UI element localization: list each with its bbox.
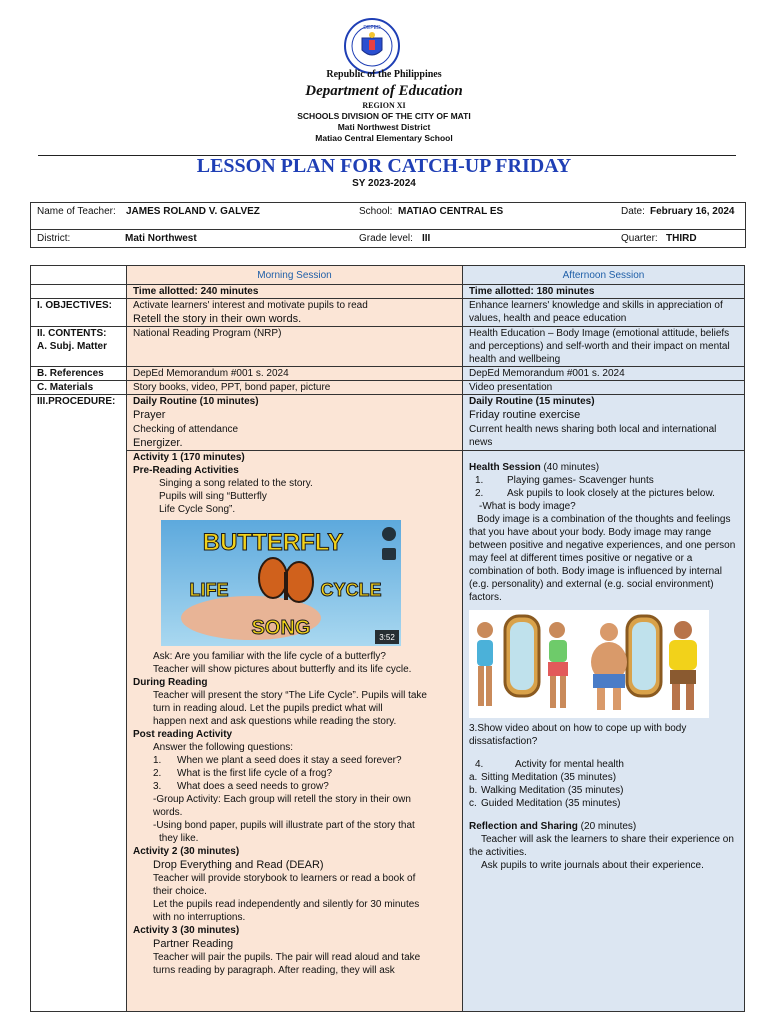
school-name: MATIAO CENTRAL ES — [398, 206, 504, 217]
show-line: Teacher will show pictures about butterfly and its life cycle. — [153, 663, 412, 675]
health-item: 2. Ask pupils to look closely at the pictures below. — [475, 487, 715, 499]
pre-reading-line: Life Cycle Song”. — [159, 503, 236, 515]
activity-2-line: with no interruptions. — [153, 912, 246, 924]
page-title: LESSON PLAN FOR CATCH-UP FRIDAY — [196, 155, 572, 177]
routine-news: Current health news sharing both local and international news — [469, 423, 717, 448]
post-intro: Answer the following questions: — [153, 741, 294, 753]
header-region: REGION XI — [362, 101, 406, 110]
post-reading-heading: Post reading Activity — [133, 728, 233, 740]
grade-value: III — [422, 233, 431, 244]
date-value: February 16, 2024 — [650, 206, 735, 217]
afternoon-activities — [463, 450, 745, 1011]
district-value: Mati Northwest — [125, 233, 197, 244]
during-line: turn in reading aloud. Let the pupils predict what will — [153, 702, 383, 714]
video-duration: 3:52 — [379, 632, 395, 642]
afternoon-references: DepEd Memorandum #001 s. 2024 — [463, 367, 745, 381]
question-item: 1. When we plant a seed does it stay a seed forever? — [153, 754, 402, 766]
teacher-info-box — [30, 202, 746, 248]
group-activity-line: words. — [153, 806, 183, 818]
reflection-line: Teacher will ask the learners to share their experience on the activities. — [469, 833, 734, 858]
pre-reading-heading: Pre-Reading Activities — [133, 464, 239, 476]
quarter-label: Quarter: — [621, 233, 658, 244]
activity-2-line: their choice. — [153, 886, 207, 898]
routine-attendance: Checking of attendance — [133, 423, 239, 435]
meditation-item: a. Sitting Meditation (35 minutes) — [469, 771, 617, 783]
header-republic: Republic of the Philippines — [326, 69, 442, 80]
materials-label: C. Materials — [31, 381, 127, 395]
date-label: Date: — [621, 206, 645, 217]
morning-routine-heading: Daily Routine (10 minutes) — [133, 396, 259, 408]
afternoon-contents: Health Education – Body Image (emotional attitude, beliefs and perceptions) and self-worth and their impact on mental health and wellbeing — [463, 327, 745, 367]
reflection-heading: Reflection and Sharing (20 minutes) — [469, 820, 637, 832]
routine-prayer: Prayer — [133, 409, 166, 422]
objective-2: Retell the story in their own words. — [133, 313, 302, 325]
during-line: Teacher will present the story “The Life Cycle”. Pupils will take — [153, 689, 427, 701]
meditation-item: b. Walking Meditation (35 minutes) — [469, 784, 624, 796]
thumbnail-title-song: SONG — [251, 616, 311, 639]
daily-routine-row — [31, 395, 745, 451]
deped-seal-logo — [344, 18, 400, 74]
pre-reading-line: Pupils will sing “Butterfly — [159, 490, 267, 502]
svg-text:DEPED: DEPED — [363, 25, 381, 31]
teacher-name: JAMES ROLAND V. GALVEZ — [126, 206, 260, 217]
afternoon-time: Time allotted: 180 minutes — [463, 285, 745, 299]
activity-3-line: Teacher will pair the pupils. The pair will read aloud and take — [153, 952, 421, 964]
activity-2-heading: Activity 2 (30 minutes) — [133, 845, 240, 857]
lesson-plan-table — [30, 265, 745, 1012]
pre-reading-line: Singing a song related to the story. — [159, 477, 313, 489]
contents-label: II. CONTENTS: — [37, 328, 107, 340]
header-division: SCHOOLS DIVISION OF THE CITY OF MATI — [297, 111, 471, 121]
playlist-icon — [382, 548, 396, 560]
health-item: 1. Playing games- Scavenger hunts — [475, 474, 654, 486]
meditation-item: c. Guided Meditation (35 minutes) — [469, 797, 621, 809]
afternoon-session-header: Afternoon Session — [463, 266, 745, 285]
morning-references: DepEd Memorandum #001 s. 2024 — [127, 367, 463, 381]
video-item: 3.Show video about on how to cope up with body dissatisfaction? — [469, 722, 687, 747]
group-activity-line: -Group Activity: Each group will retell the story in their own — [153, 793, 411, 805]
ask-line: Ask: Are you familiar with the life cycle of a butterfly? — [153, 650, 386, 662]
health-session-heading: Health Session (40 minutes) — [469, 461, 600, 473]
session-header-row — [31, 266, 745, 285]
during-line: happen next and ask questions while reading the story. — [153, 715, 397, 727]
reflection-line: Ask pupils to write journals about their experience. — [481, 859, 704, 871]
activity-3-heading: Activity 3 (30 minutes) — [133, 925, 240, 937]
morning-session-header: Morning Session — [127, 266, 463, 285]
header-department: Department of Education — [305, 83, 463, 99]
subject-matter-label: A. Subj. Matter — [37, 341, 108, 353]
during-reading-heading: During Reading — [133, 676, 208, 688]
morning-materials: Story books, video, PPT, bond paper, picture — [127, 381, 463, 395]
district-label: District: — [37, 233, 71, 244]
objective-1: Activate learners' interest and motivate pupils to read — [133, 300, 368, 311]
dear-line: Drop Everything and Read (DEAR) — [153, 858, 324, 871]
header-school: Matiao Central Elementary School — [315, 133, 453, 143]
afternoon-objective: Enhance learners' knowledge and skills in appreciation of values, health and peace education — [463, 299, 745, 327]
question-item: 3. What does a seed needs to grow? — [153, 780, 329, 792]
objectives-label: I. OBJECTIVES: — [31, 299, 127, 327]
procedure-label: III.PROCEDURE: — [31, 395, 127, 1012]
grade-label: Grade level: — [359, 233, 413, 244]
school-label: School: — [359, 206, 393, 217]
question-item: 2. What is the first life cycle of a frog? — [153, 767, 333, 779]
activities-row — [31, 450, 745, 1011]
bond-paper-line: -Using bond paper, pupils will illustrate part of the story that — [153, 819, 415, 831]
routine-energizer: Energizer. — [133, 436, 183, 449]
objectives-row — [31, 299, 745, 327]
morning-contents: National Reading Program (NRP) — [127, 327, 463, 367]
routine-exercise: Friday routine exercise — [469, 409, 581, 422]
body-image-definition: Body image is a combination of the thoughts and feelings that you have about your body. Body image may range between positive and negative experiences, and one person may feel at different times positive or negative or a combination of both. Body image is influenced by internal (e.g. personality) and external (e.g. social environment) factors. — [469, 513, 736, 603]
quarter-value: THIRD — [666, 233, 697, 244]
header-district: Mati Northwest District — [337, 122, 431, 132]
activity-2-line: Let the pupils read independently and silently for 30 minutes — [153, 899, 420, 911]
references-row — [31, 367, 745, 381]
teacher-label: Name of Teacher: — [37, 206, 116, 217]
thumbnail-title-butterfly: BUTTERFLY — [202, 528, 344, 556]
afternoon-routine-heading: Daily Routine (15 minutes) — [469, 396, 595, 408]
bond-paper-line: they like. — [159, 832, 199, 844]
butterfly-song-video-thumbnail[interactable] — [161, 520, 401, 646]
afternoon-materials: Video presentation — [463, 381, 745, 395]
body-image-picture — [469, 610, 709, 718]
school-year: SY 2023-2024 — [352, 178, 416, 189]
activity-3-line: turns reading by paragraph. After reading, they will ask — [153, 965, 395, 977]
info-divider — [31, 229, 745, 230]
mental-health-item: 4. Activity for mental health — [475, 758, 624, 770]
thumbnail-title-cycle: CYCLE — [320, 579, 382, 600]
morning-activities — [127, 450, 463, 1011]
contents-row — [31, 327, 745, 367]
clock-icon — [382, 527, 396, 541]
references-label: B. References — [31, 367, 127, 381]
time-row — [31, 285, 745, 299]
activity-1-heading: Activity 1 (170 minutes) — [133, 451, 245, 463]
materials-row — [31, 381, 745, 395]
thumbnail-title-life: LIFE — [189, 579, 229, 600]
morning-time: Time allotted: 240 minutes — [127, 285, 463, 299]
what-is-body-image: -What is body image? — [479, 500, 576, 512]
partner-reading-line: Partner Reading — [153, 938, 234, 951]
activity-2-line: Teacher will provide storybook to learners or read a book of — [153, 873, 416, 885]
